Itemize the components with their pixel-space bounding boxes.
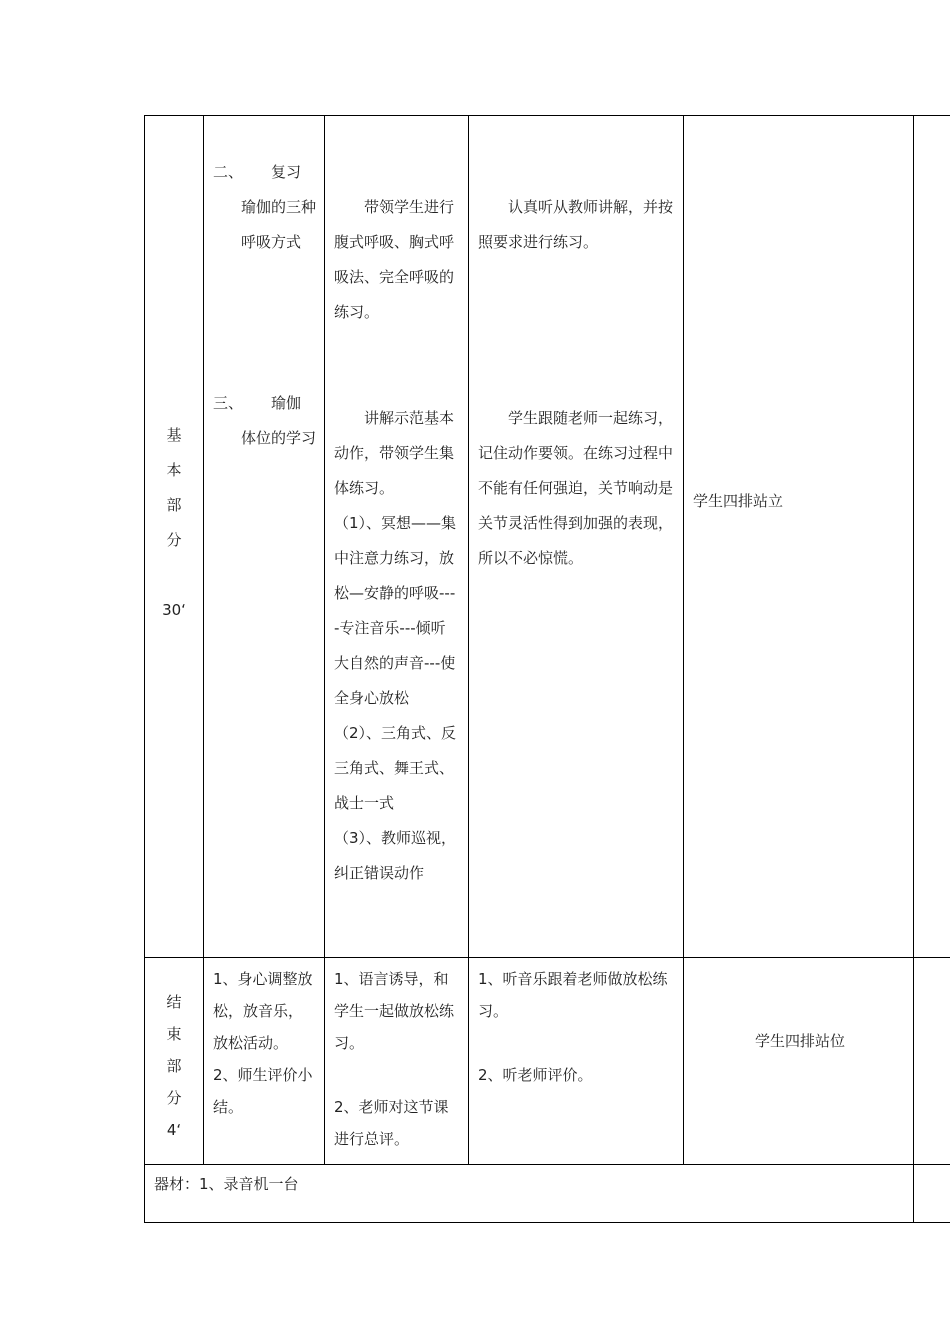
ending-teacher [334, 963, 462, 1155]
table-border-left [144, 115, 145, 1223]
ending-content [213, 963, 317, 1123]
ending-student [478, 963, 674, 1091]
table-row-divider [144, 1164, 950, 1165]
basic-label-char: 本 [166, 461, 182, 479]
basic-content-item-3 [213, 386, 317, 456]
equipment-text: 器材：1、录音机一台 [154, 1175, 299, 1193]
ending-section-label [150, 986, 198, 1146]
basic-label-char: 分 [166, 531, 182, 549]
table-border-bottom [144, 1222, 950, 1223]
basic-student-posture [478, 401, 674, 576]
table-col-divider [468, 115, 469, 1165]
table-border-top [144, 115, 950, 116]
table-col-divider [913, 115, 914, 1223]
teacher-step-2: （2）、三角式、反三角式、舞王式、战士一式 [334, 724, 457, 812]
item-3-number: 三、 [213, 394, 244, 412]
basic-section-label [150, 418, 198, 628]
ending-teacher-2: 2、老师对这节课进行总评。 [334, 1098, 449, 1148]
ending-content-2: 2、师生评价小结。 [213, 1066, 313, 1116]
student-breath-text: 认真听从教师讲解，并按照要求进行练习。 [478, 198, 674, 251]
item-2-text-rest: 瑜伽的三种呼吸方式 [241, 198, 317, 251]
ending-formation-text: 学生四排站位 [754, 1032, 845, 1050]
basic-teacher-posture [334, 401, 458, 891]
basic-label-char: 基 [166, 426, 182, 444]
item-3-text-first: 瑜伽 [271, 394, 302, 412]
ending-duration: 4‘ [166, 1121, 182, 1139]
teacher-step-3: （3）、教师巡视，纠正错误动作 [334, 829, 457, 882]
equipment-row [154, 1167, 894, 1202]
table-col-divider [203, 115, 204, 1165]
basic-label-char: 部 [166, 496, 182, 514]
basic-content-item-2 [213, 155, 317, 260]
basic-formation-text: 学生四排站立 [693, 492, 784, 510]
ending-label-char: 束 [166, 1025, 182, 1043]
ending-formation [693, 1024, 907, 1059]
ending-label-char: 分 [166, 1089, 182, 1107]
ending-label-char: 结 [166, 993, 182, 1011]
basic-duration: 30‘ [162, 601, 186, 619]
teacher-demo-text: 讲解示范基本动作，带领学生集体练习。 [334, 409, 455, 497]
student-posture-text: 学生跟随老师一起练习，记住动作要领。在练习过程中不能有任何强迫，关节响动是关节灵活性得到加强的表现，所以不必惊慌。 [478, 409, 674, 567]
basic-formation [693, 484, 907, 519]
table-col-divider [324, 115, 325, 1165]
basic-teacher-breath [334, 190, 458, 330]
ending-student-1: 1、听音乐跟着老师做放松练习。 [478, 970, 668, 1020]
ending-label-char: 部 [166, 1057, 182, 1075]
item-3-text-rest: 体位的学习 [241, 429, 317, 447]
ending-student-2: 2、听老师评价。 [478, 1066, 593, 1084]
item-2-text-first: 复习 [271, 163, 302, 181]
teacher-breath-text: 带领学生进行腹式呼吸、胸式呼吸法、完全呼吸的练习。 [334, 198, 455, 321]
ending-teacher-1: 1、语言诱导，和学生一起做放松练习。 [334, 970, 455, 1052]
basic-student-breath [478, 190, 674, 260]
table-row-divider [144, 957, 950, 958]
teacher-step-1: （1）、冥想——集中注意力练习，放松—安静的呼吸----专注音乐---倾听大自然的声音---使全身心放松 [334, 514, 457, 707]
ending-content-1: 1、身心调整放松，放音乐，放松活动。 [213, 970, 313, 1052]
item-2-number: 二、 [213, 163, 244, 181]
table-col-divider [683, 115, 684, 1165]
